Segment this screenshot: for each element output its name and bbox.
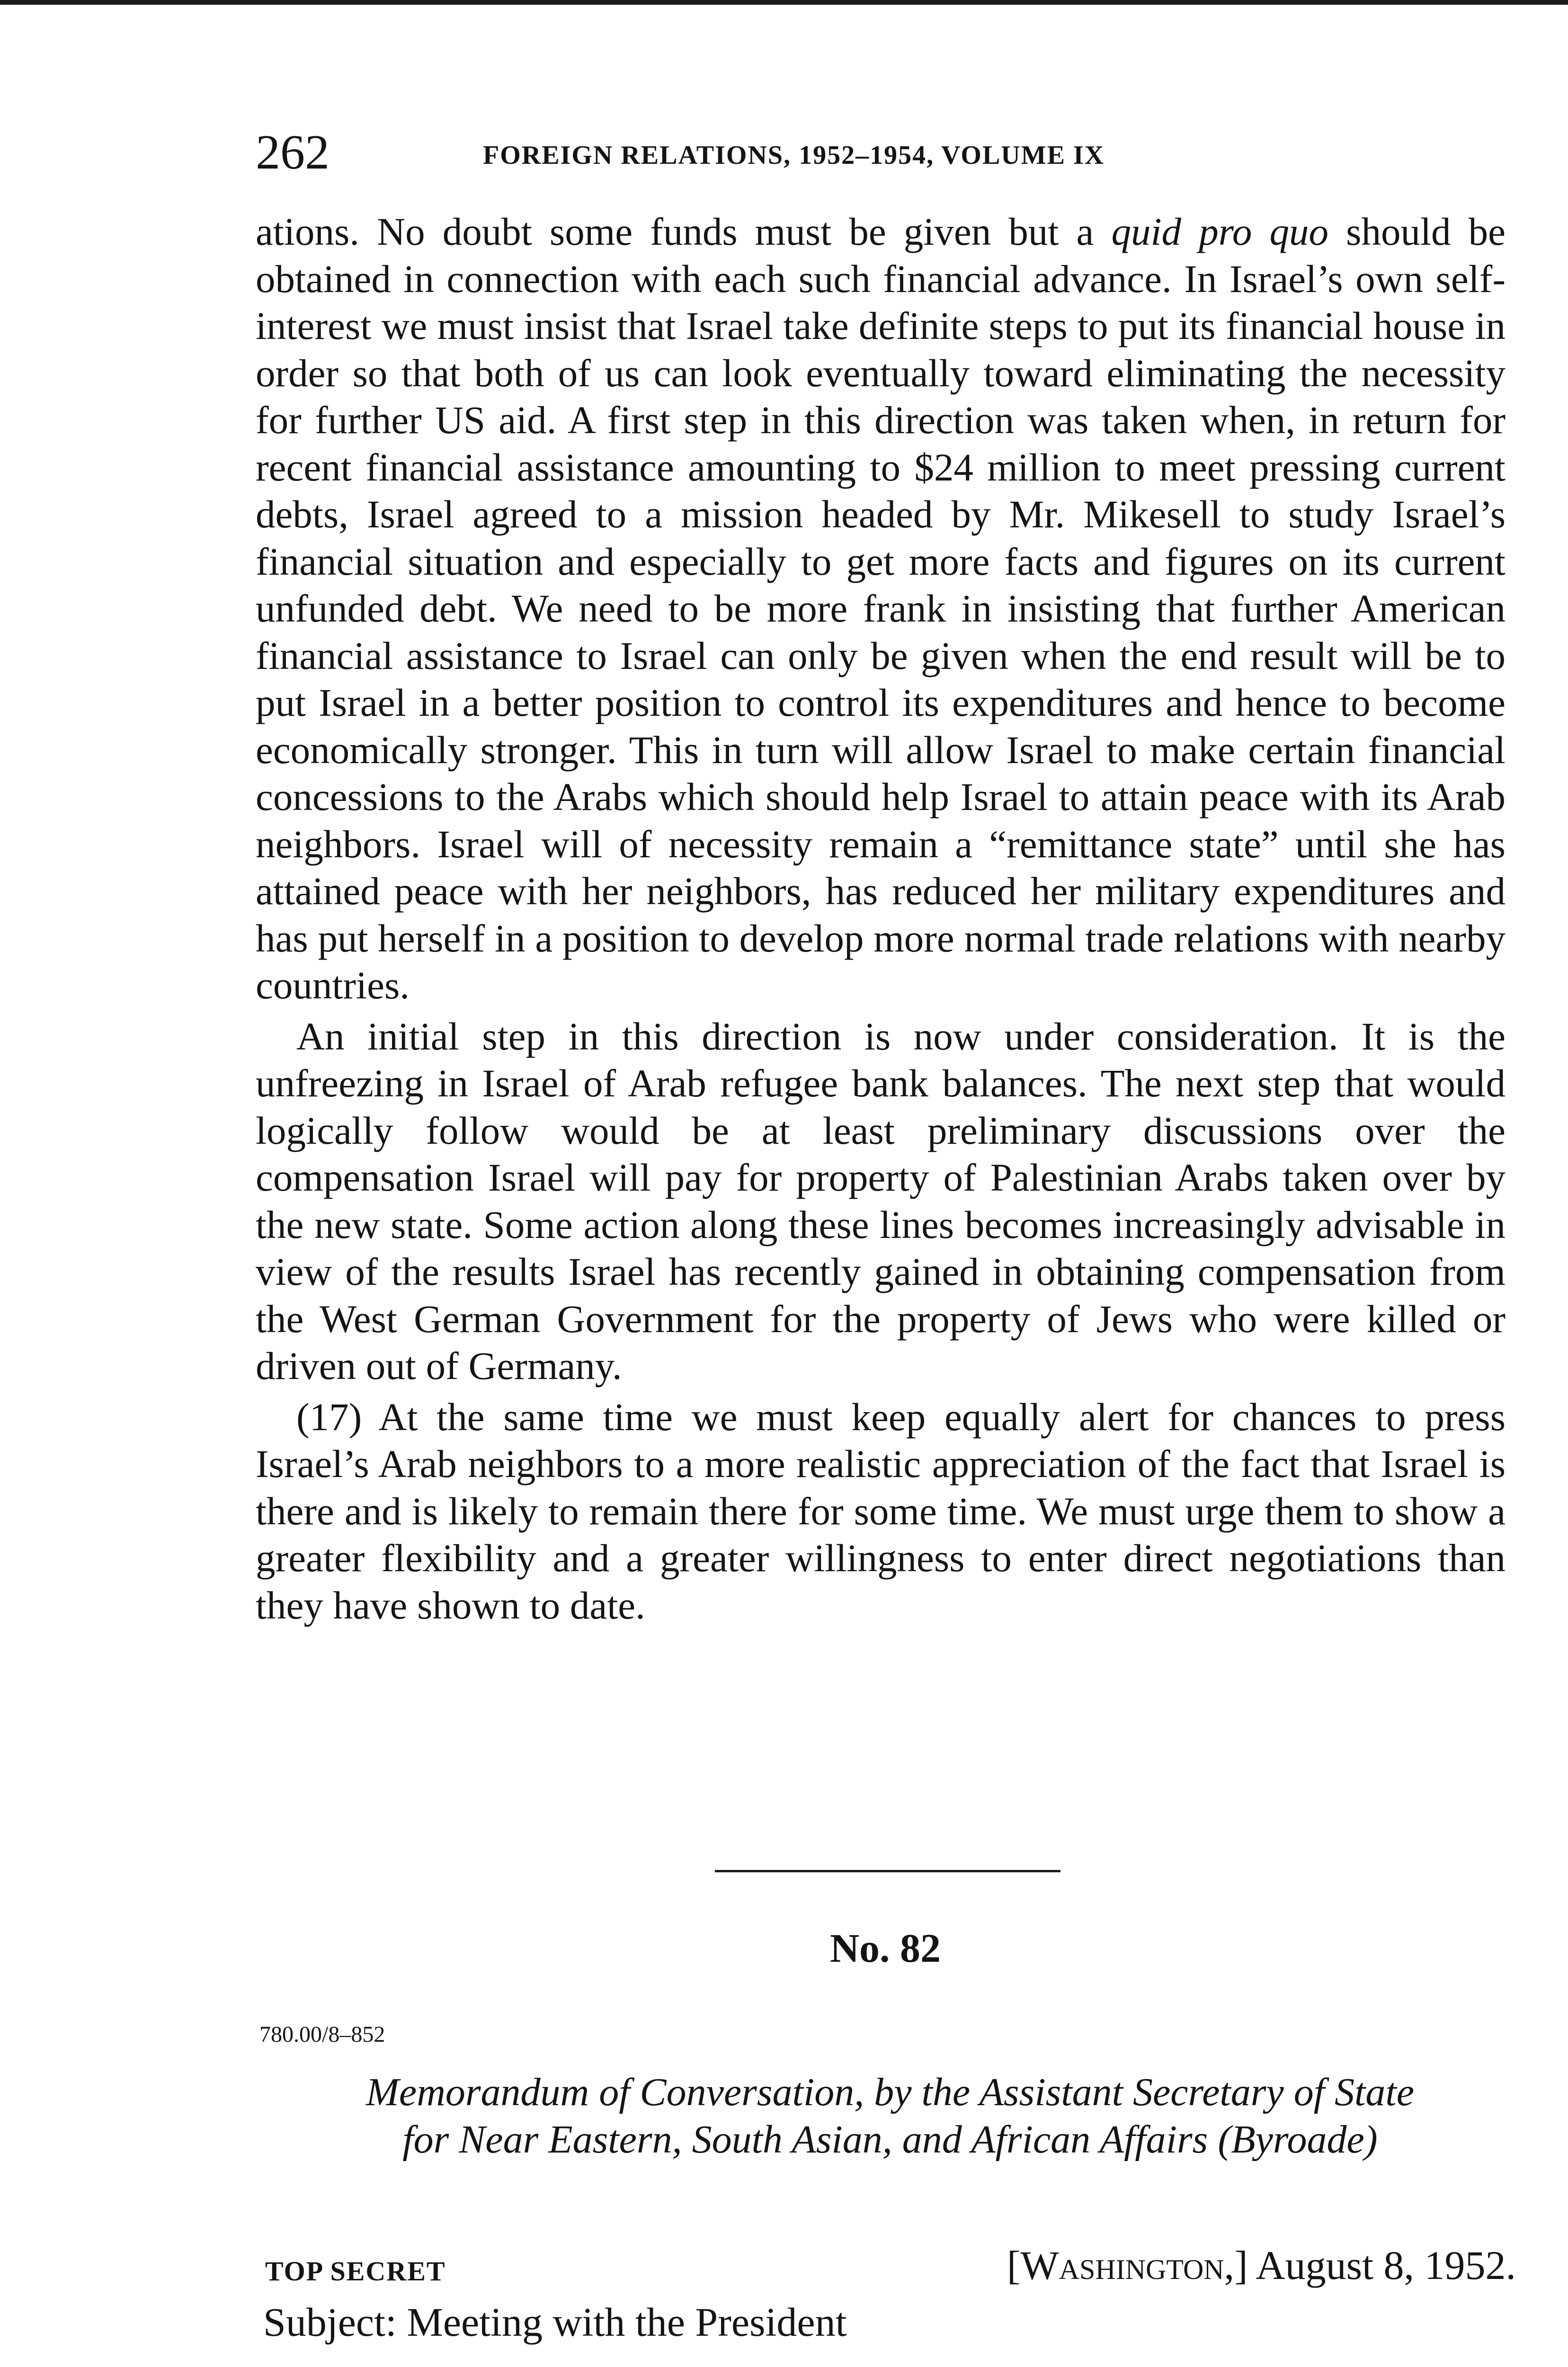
body-text (256, 208, 1506, 1629)
dateline-date: August 8, 1952. (1247, 2242, 1516, 2288)
paragraph-1-text-start: ations. No doubt some funds must be given but a (256, 210, 1112, 253)
running-head: FOREIGN RELATIONS, 1952–1954, VOLUME IX (483, 141, 1105, 170)
dateline-bracket-open: [ (1007, 2242, 1021, 2288)
page-number: 262 (256, 125, 330, 179)
subject-line: Subject: Meeting with the President (263, 2299, 847, 2345)
caption-line-1: Memorandum of Conversation, by the Assistant Secretary of State (365, 2070, 1415, 2114)
paragraph-2: An initial step in this direction is now under consideration. It is the unfreezing in Israel of Arab refugee bank balances. The next step that would logically follow would be at least preliminary discussions over the compensation Israel will pay for property of Palestinian Arabs taken over by the new state. Some action along these lines becomes increasingly advisable in view of the results Israel has recently gained in obtaining compensation from the West German Government for the property of Jews who were killed or driven out of Germany. (256, 1014, 1506, 1388)
classification-label: TOP SECRET (265, 2256, 446, 2287)
document-caption (256, 2069, 1524, 2163)
paragraph-3: (17) At the same time we must keep equally alert for chances to press Israel’s Arab neighbors to a more realistic appreciation of the fact that Israel is there and is likely to remain there for some time. We must urge them to show a greater flexibility and a greater willingness to enter direct negotiations than they have shown to date. (256, 1395, 1506, 1627)
dateline-bracket-close: ,] (1224, 2242, 1248, 2288)
caption-line-2: for Near Eastern, South Asian, and African Affairs (Byroade) (402, 2118, 1378, 2162)
document-number: No. 82 (829, 1925, 941, 1971)
paragraph-continued (256, 208, 1506, 1009)
dateline (1007, 2239, 1516, 2291)
dateline-place: Washington (1020, 2242, 1224, 2288)
section-divider (715, 1870, 1060, 1872)
paragraph-1-text-end: should be obtained in connection with each such financial advance. In Israel’s own self-interest we must insist that Israel take definite steps to put its financial house in order so that both of us can look eventually toward eliminating the necessity for further US aid. A first step in this direction was taken when, in return for recent financial assistance amounting to $24 million to meet pressing current debts, Israel agreed to a mission headed by Mr. Mikesell to study Israel’s financial situation and especially to get more facts and figures on its current unfunded debt. We need to be more frank in insisting that further American financial assistance to Israel can only be given when the end result will be to put Israel in a better position to control its expenditures and hence to become economically stronger. This in turn will allow Israel to make certain financial concessions to the Arabs which should help Israel to attain peace with its Arab neighbors. Israel will of necessity remain a “remittance state” until she has attained peace with her neighbors, has reduced her military expenditures and has put herself in a position to develop more normal trade relations with nearby countries. (256, 210, 1506, 1007)
italic-phrase: quid pro quo (1111, 210, 1329, 253)
page-header (256, 124, 1515, 181)
top-edge-rule (0, 0, 1568, 5)
file-number: 780.00/8–852 (259, 2022, 385, 2047)
